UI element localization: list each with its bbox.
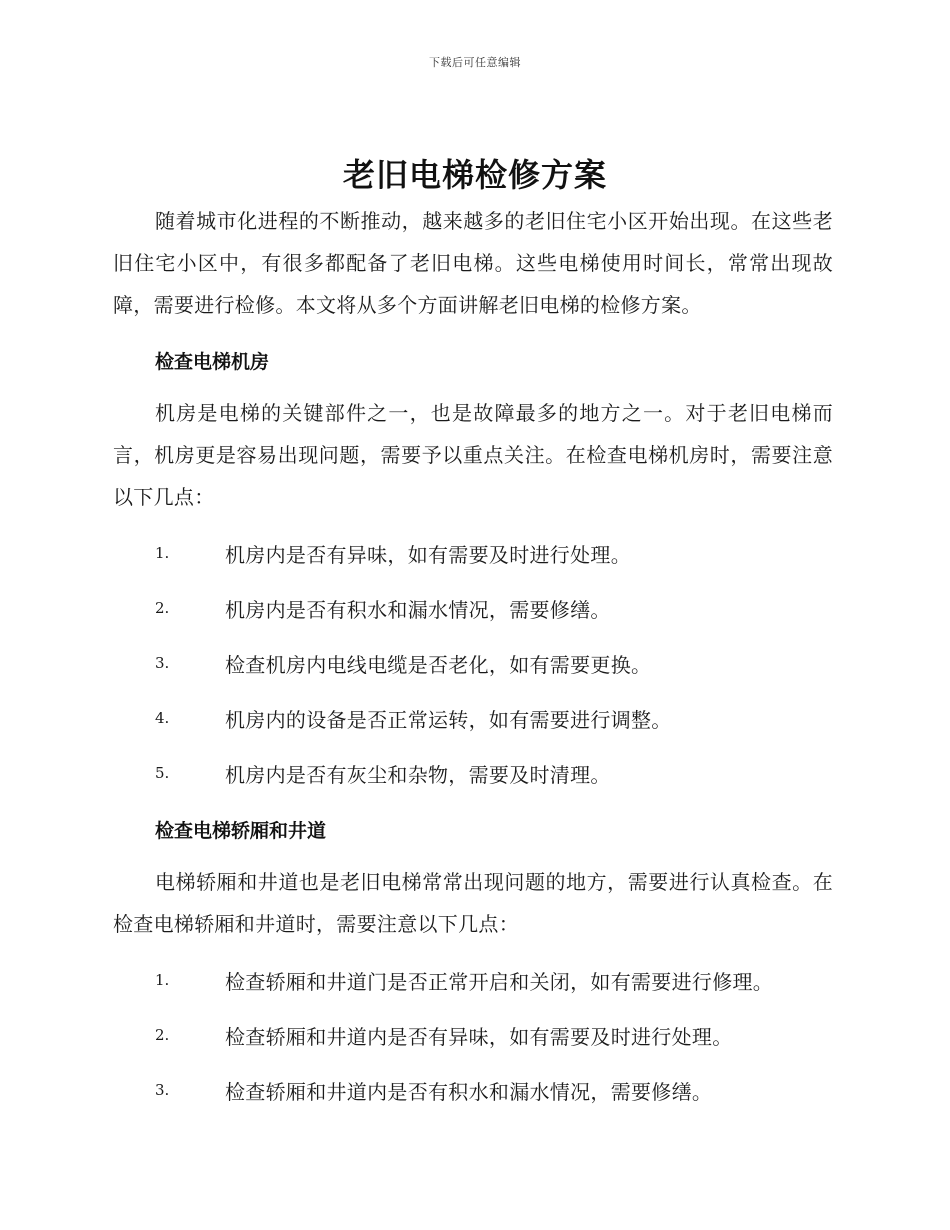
list-item-text: 机房内是否有积水和漏水情况，需要修缮。 — [225, 597, 611, 622]
list-item — [155, 648, 651, 678]
list-item-number: 4. — [155, 709, 170, 727]
list-item — [155, 965, 773, 995]
list-item-text: 检查机房内电线电缆是否老化，如有需要更换。 — [225, 652, 652, 677]
intro-paragraph: 随着城市化进程的不断推动，越来越多的老旧住宅小区开始出现。在这些老旧住宅小区中，有很多都配备了老旧电梯。这些电梯使用时间长，常常出现故障，需要进行检修。本文将从多个方面讲解老旧电梯的检修方案。 — [113, 209, 833, 317]
list-item-text: 检查轿厢和井道门是否正常开启和关闭，如有需要进行修理。 — [225, 969, 774, 994]
section-body-machine-room: 机房是电梯的关键部件之一，也是故障最多的地方之一。对于老旧电梯而言，机房更是容易出现问题，需要予以重点关注。在检查电梯机房时，需要注意以下几点： — [113, 401, 833, 509]
header-note: 下载后可任意编辑 — [429, 56, 521, 69]
section-heading-car-and-shaft: 检查电梯轿厢和井道 — [155, 820, 327, 842]
list-item-text: 检查轿厢和井道内是否有异味，如有需要及时进行处理。 — [225, 1024, 733, 1049]
document-title: 老旧电梯检修方案 — [342, 156, 607, 194]
section-heading-machine-room: 检查电梯机房 — [155, 351, 270, 373]
list-item-number: 1. — [155, 544, 170, 562]
list-item-text: 机房内是否有灰尘和杂物，需要及时清理。 — [225, 762, 611, 787]
list-item-text: 检查轿厢和井道内是否有积水和漏水情况，需要修缮。 — [225, 1079, 713, 1104]
list-item — [155, 1020, 733, 1050]
list-item-text: 机房内的设备是否正常运转，如有需要进行调整。 — [225, 707, 672, 732]
list-item-number: 5. — [155, 764, 170, 782]
section-body-car-and-shaft: 电梯轿厢和井道也是老旧电梯常常出现问题的地方，需要进行认真检查。在检查电梯轿厢和井道时，需要注意以下几点： — [113, 870, 833, 936]
list-item — [155, 758, 611, 788]
list-item-number: 1. — [155, 971, 170, 989]
list-item-number: 3. — [155, 1081, 170, 1099]
list-item — [155, 593, 611, 623]
list-item-number: 2. — [155, 599, 170, 617]
list-item-number: 2. — [155, 1026, 170, 1044]
list-item — [155, 1075, 712, 1105]
list-item — [155, 538, 631, 568]
list-item — [155, 703, 672, 733]
list-item-number: 3. — [155, 654, 170, 672]
list-item-text: 机房内是否有异味，如有需要及时进行处理。 — [225, 542, 631, 567]
